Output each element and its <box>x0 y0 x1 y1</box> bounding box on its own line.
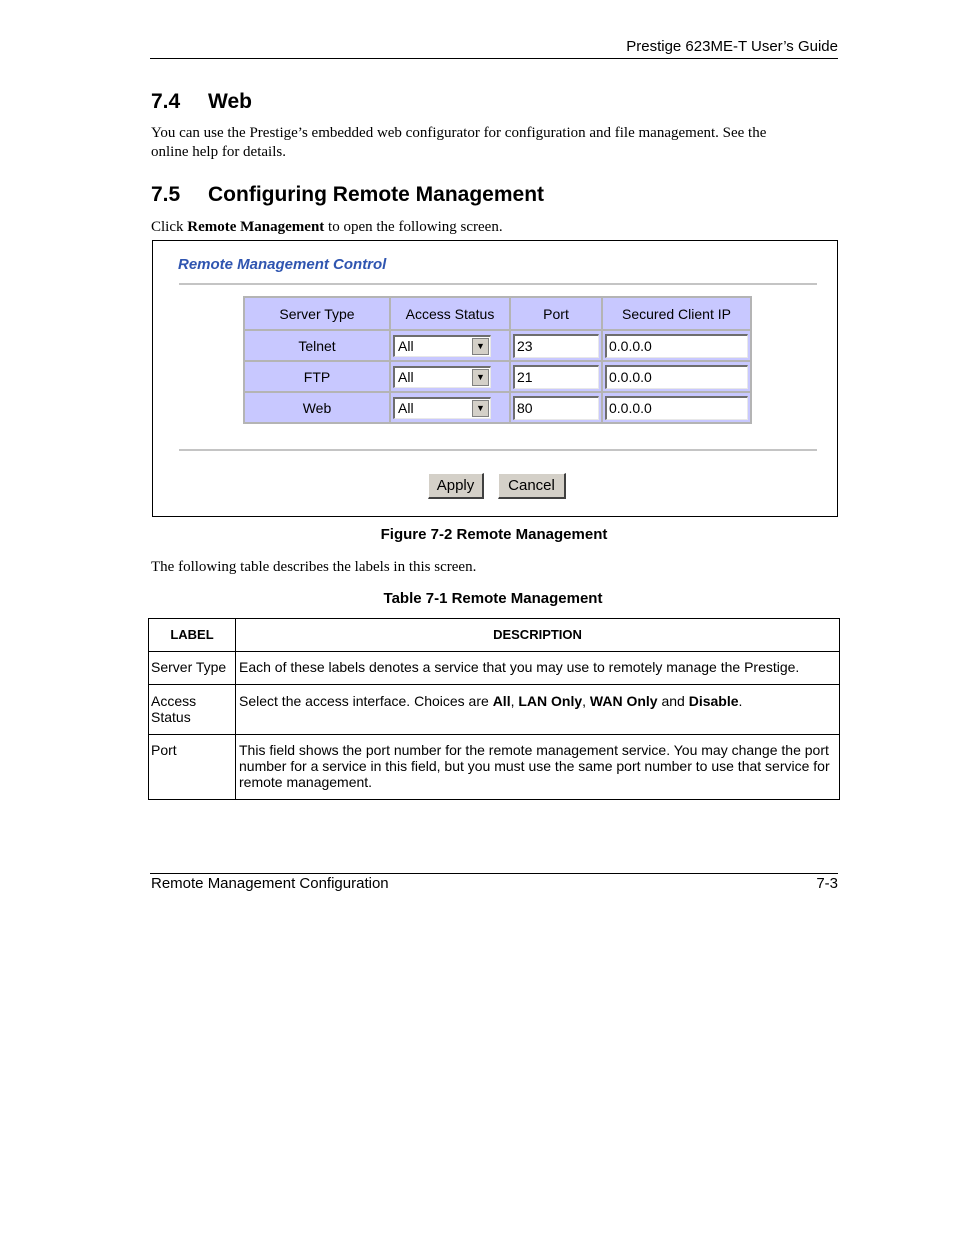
port-input-web[interactable]: 80 <box>513 396 599 420</box>
label-cell: Server Type <box>149 652 236 685</box>
description-cell: This field shows the port number for the remote management service. You may change the port number for a service in this field, but you must use the same port number to use that service for remote management. <box>236 735 840 800</box>
table-row-web <box>245 393 750 422</box>
section-title: Web <box>208 90 252 113</box>
apply-button[interactable]: Apply <box>428 473 484 499</box>
label-line: Status <box>151 709 191 725</box>
separator: and <box>657 693 689 709</box>
port-cell <box>511 362 601 391</box>
chevron-down-icon[interactable]: ▼ <box>472 400 489 417</box>
access-status-select-web[interactable] <box>393 397 491 419</box>
label-cell <box>149 685 236 735</box>
footer-rule <box>150 873 838 874</box>
option-lan-only: LAN Only <box>518 693 583 709</box>
table-row <box>149 652 840 685</box>
chevron-down-icon[interactable]: ▼ <box>472 369 489 386</box>
cancel-button[interactable]: Cancel <box>498 473 566 499</box>
select-value: All <box>398 337 414 354</box>
port-input-ftp[interactable]: 21 <box>513 365 599 389</box>
table-header-row <box>245 298 750 329</box>
column-header-access-status: Access Status <box>391 298 509 329</box>
section-title: Configuring Remote Management <box>208 183 545 206</box>
port-input-telnet[interactable]: 23 <box>513 334 599 358</box>
access-status-cell <box>391 362 509 391</box>
figure-caption: Figure 7-2 Remote Management <box>380 526 608 543</box>
column-header-secured-client-ip: Secured Client IP <box>603 298 750 329</box>
section-number: 7.5 <box>151 183 181 206</box>
table-row-telnet <box>245 331 750 360</box>
port-cell <box>511 393 601 422</box>
footer-page-number: 7-3 <box>816 875 838 892</box>
header-rule <box>150 58 838 59</box>
column-header-server-type: Server Type <box>245 298 389 329</box>
section-heading-remote <box>151 183 544 207</box>
description-cell: Each of these labels denotes a service that you may use to remotely manage the Prestige. <box>236 652 840 685</box>
select-value: All <box>398 368 414 385</box>
access-status-cell <box>391 393 509 422</box>
screen-top-rule <box>179 283 817 285</box>
table-row <box>149 735 840 800</box>
table-intro: The following table describes the labels in this screen. <box>151 559 477 575</box>
web-paragraph <box>151 124 851 162</box>
label-cell: Port <box>149 735 236 800</box>
column-header-port: Port <box>511 298 601 329</box>
web-paragraph-line: online help for details. <box>151 144 286 160</box>
description-text: Select the access interface. Choices are <box>239 693 493 709</box>
column-header-description: DESCRIPTION <box>236 619 840 652</box>
secured-client-ip-input-ftp[interactable]: 0.0.0.0 <box>605 365 748 389</box>
label-line: Access <box>151 693 197 709</box>
table-row <box>149 685 840 735</box>
separator: , <box>582 693 590 709</box>
footer-chapter-title: Remote Management Configuration <box>151 875 389 892</box>
screen-title: Remote Management Control <box>178 256 387 273</box>
secured-client-ip-input-telnet[interactable]: 0.0.0.0 <box>605 334 748 358</box>
option-wan-only: WAN Only <box>589 693 658 709</box>
description-cell <box>236 685 840 735</box>
secured-client-ip-input-web[interactable]: 0.0.0.0 <box>605 396 748 420</box>
screen-bottom-rule <box>179 449 817 451</box>
remote-intro <box>151 218 503 237</box>
intro-text: to open the following screen. <box>324 219 503 235</box>
ip-cell <box>603 331 750 360</box>
table-header-row <box>149 619 840 652</box>
option-all: All <box>492 693 511 709</box>
ip-cell <box>603 393 750 422</box>
description-text: . <box>738 693 743 709</box>
access-status-select-ftp[interactable] <box>393 366 491 388</box>
table-caption: Table 7-1 Remote Management <box>383 590 603 607</box>
section-number: 7.4 <box>151 90 181 113</box>
running-header: Prestige 623ME-T User’s Guide <box>626 38 838 55</box>
intro-bold-term: Remote Management <box>187 219 325 235</box>
column-header-label: LABEL <box>149 619 236 652</box>
server-type-label: Web <box>245 393 389 422</box>
ip-cell <box>603 362 750 391</box>
chevron-down-icon[interactable]: ▼ <box>472 338 489 355</box>
access-status-cell <box>391 331 509 360</box>
table-row-ftp <box>245 362 750 391</box>
access-status-select-telnet[interactable] <box>393 335 491 357</box>
web-paragraph-line: You can use the Prestige’s embedded web configurator for configuration and file management. See the <box>151 125 767 141</box>
option-disable: Disable <box>688 693 739 709</box>
remote-management-table <box>243 296 752 424</box>
server-type-label: FTP <box>245 362 389 391</box>
intro-text: Click <box>151 219 188 235</box>
port-cell <box>511 331 601 360</box>
label-description-table <box>148 618 840 800</box>
select-value: All <box>398 399 414 416</box>
separator: , <box>510 693 519 709</box>
section-heading-web <box>151 90 252 114</box>
server-type-label: Telnet <box>245 331 389 360</box>
